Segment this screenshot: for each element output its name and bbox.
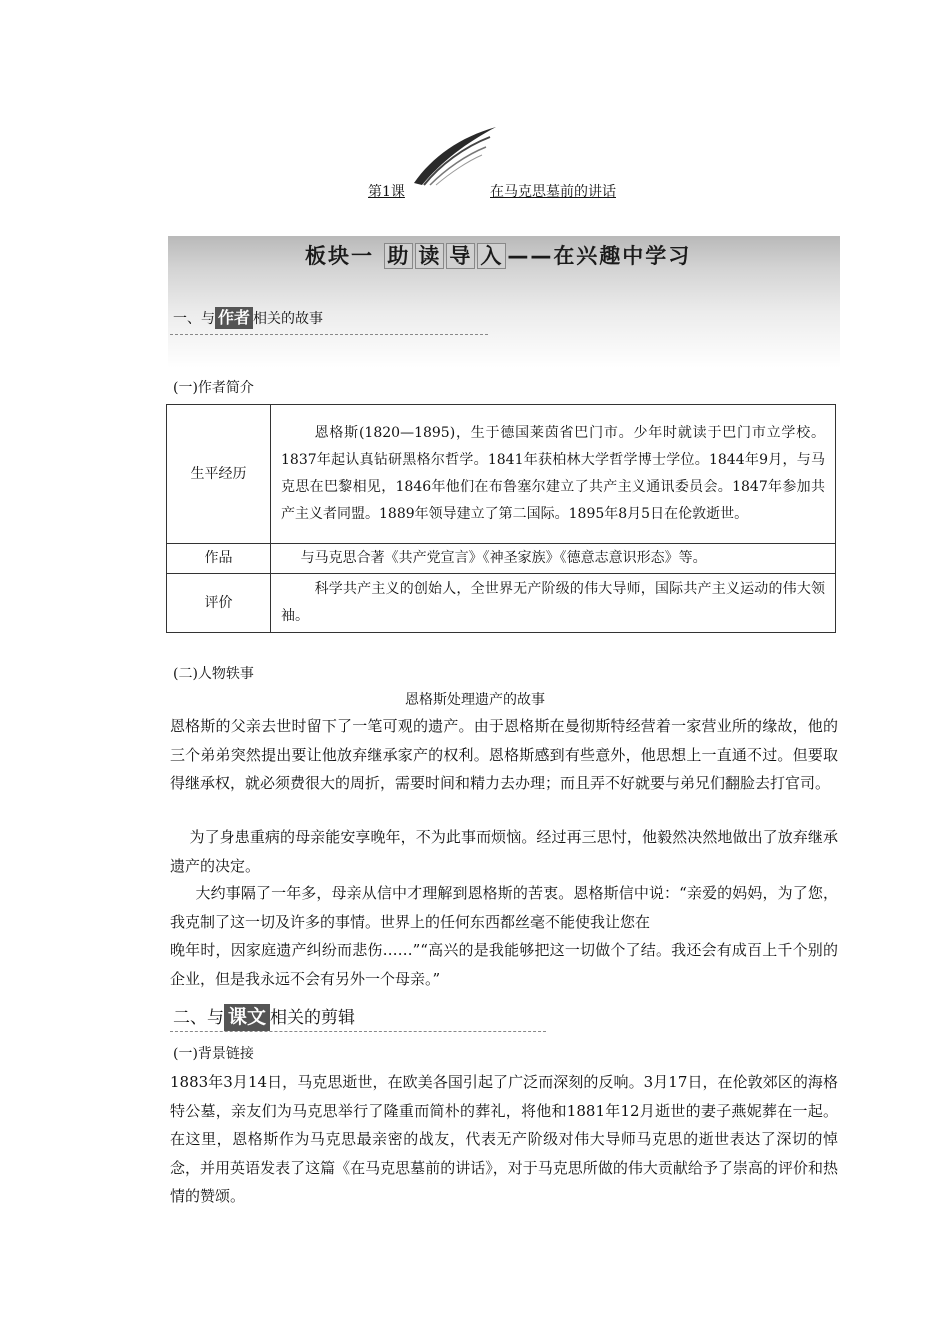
dashed-divider bbox=[170, 334, 488, 335]
banner-title bbox=[305, 240, 691, 270]
banner-highlight-char: 助 bbox=[384, 243, 413, 269]
section-suffix: 相关的剪辑 bbox=[270, 1008, 356, 1028]
row-value: 科学共产主义的创始人，全世界无产阶级的伟大导师，国际共产主义运动的伟大领袖。 bbox=[271, 574, 836, 633]
background-heading: (一)背景链接 bbox=[173, 1046, 254, 1062]
banner-highlight-char: 读 bbox=[415, 243, 444, 269]
section-tag: 作者 bbox=[215, 307, 253, 329]
section-prefix: 二、与 bbox=[173, 1008, 224, 1028]
row-value: 恩格斯(1820—1895)，生于德国莱茵省巴门市。少年时就读于巴门市立学校。1837年起认真钻研黑格尔哲学。1841年获柏林大学哲学博士学位。1844年9月，与马克思在巴黎相见，1846年他们在布鲁塞尔建立了共产主义通讯委员会。1847年参加共产主义者同盟。1889年领导建立了第二国际。1895年8月5日在伦敦逝世。 bbox=[271, 405, 836, 544]
story-paragraph: 大约事隔了一年多，母亲从信中才理解到恩格斯的苦衷。恩格斯信中说：“亲爱的妈妈，为了您，我克制了这一切及许多的事情。世界上的任何东西都丝毫不能使我让您在 bbox=[170, 884, 838, 931]
bio-table bbox=[166, 404, 836, 633]
section-suffix: 相关的故事 bbox=[253, 311, 324, 327]
swoosh-decoration-icon bbox=[410, 125, 500, 187]
table-row bbox=[167, 574, 836, 633]
section-heading-author bbox=[173, 307, 323, 329]
dashed-divider bbox=[170, 1031, 546, 1032]
lesson-title: 在马克思墓前的讲话 bbox=[490, 184, 616, 200]
table-row bbox=[167, 405, 836, 544]
banner-highlight-char: 入 bbox=[477, 243, 506, 269]
row-value: 与马克思合著《共产党宣言》《神圣家族》《德意志意识形态》等。 bbox=[271, 544, 836, 574]
section-tag: 课文 bbox=[224, 1004, 270, 1031]
banner-part-label: 板块一 bbox=[305, 244, 374, 268]
anecdote-heading: (二)人物轶事 bbox=[173, 666, 254, 682]
section-heading-text bbox=[173, 1003, 355, 1031]
story-paragraph: 为了身患重病的母亲能安享晚年，不为此事而烦恼。经过再三思忖，他毅然决然地做出了放弃继承遗产的决定。 bbox=[170, 828, 838, 875]
section-prefix: 一、与 bbox=[173, 311, 215, 327]
background-paragraph: 1883年3月14日，马克思逝世，在欧美各国引起了广泛而深刻的反响。3月17日，在伦敦郊区的海格特公墓，亲友们为马克思举行了隆重而简朴的葬礼，将他和1881年12月逝世的妻子燕妮葬在一起。在这里，恩格斯作为马克思最亲密的战友，代表无产阶级对伟大导师马克思的逝世表达了深切的悼念，并用英语发表了这篇《在马克思墓前的讲话》，对于马克思所做的伟大贡献给予了崇高的评价和热情的赞颂。 bbox=[170, 1073, 838, 1205]
row-label: 评价 bbox=[167, 574, 271, 633]
bio-heading: (一)作者简介 bbox=[173, 380, 254, 396]
banner-highlight-char: 导 bbox=[446, 243, 475, 269]
lesson-number: 第1课 bbox=[368, 184, 405, 200]
banner-subtitle: ——在兴趣中学习 bbox=[507, 244, 692, 268]
story-paragraph: 恩格斯的父亲去世时留下了一笔可观的遗产。由于恩格斯在曼彻斯特经营着一家营业所的缘故，他的三个弟弟突然提出要让他放弃继承家产的权利。恩格斯感到有些意外，他思想上一直通不过。但要取得继承权，就必须费很大的周折，需要时间和精力去办理；而且弄不好就要与弟兄们翻脸去打官司。 bbox=[170, 717, 838, 792]
row-label: 生平经历 bbox=[167, 405, 271, 544]
story-paragraph: 晚年时，因家庭遗产纠纷而悲伤……”“高兴的是我能够把这一切做个了结。我还会有成百上千个别的企业，但是我永远不会有另外一个母亲。” bbox=[170, 941, 838, 988]
row-label: 作品 bbox=[167, 544, 271, 574]
table-row bbox=[167, 544, 836, 574]
story-title: 恩格斯处理遗产的故事 bbox=[405, 692, 545, 708]
